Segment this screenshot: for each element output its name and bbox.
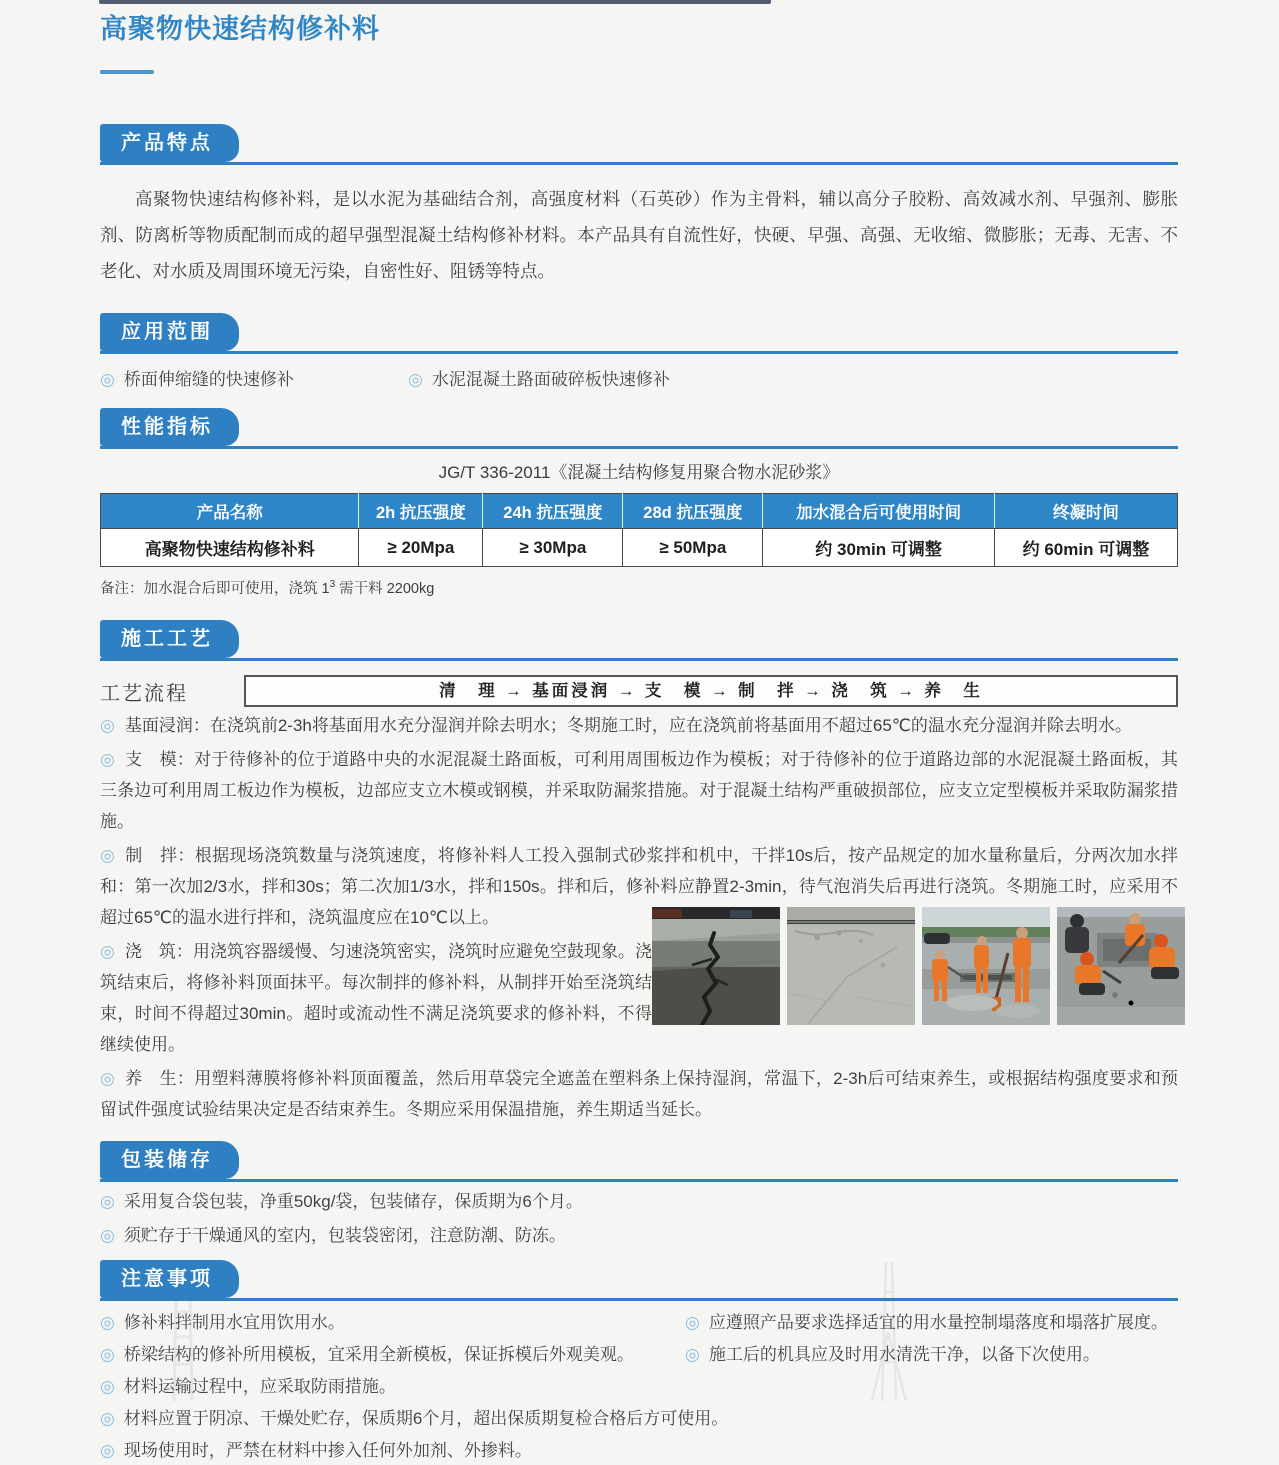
ring-bullet-icon: ◎ — [100, 1441, 115, 1460]
footnote-text: 备注：加水混合后即可使用，浇筑 1 — [100, 581, 330, 597]
ring-bullet-icon: ◎ — [100, 1409, 115, 1428]
photo-worn-concrete-surface — [787, 907, 915, 1025]
section-applications — [100, 313, 1178, 394]
table-footnote — [100, 577, 1178, 598]
application-item — [100, 366, 408, 394]
step-text: ：在浇筑前2-3h将基面用水充分湿润并除去明水；冬期施工时，应在浇筑前将基面用不超过65℃的温水充分湿润并除去明水。 — [192, 716, 1132, 735]
section-tab-performance: 性能指标 — [100, 408, 239, 446]
step-label: 浇 筑 — [124, 942, 176, 961]
ring-bullet-icon: ◎ — [100, 370, 115, 389]
note-item — [685, 1309, 1178, 1337]
section-notes — [100, 1260, 1178, 1465]
process-flow-row — [100, 675, 1178, 707]
watermark-bridge-tower-sketch — [862, 1262, 914, 1401]
process-step-wetting — [100, 710, 1178, 741]
section-performance — [100, 408, 1178, 598]
application-item-label: 桥面伸缩缝的快速修补 — [123, 370, 294, 389]
section-header-applications — [100, 313, 1178, 354]
ring-bullet-icon: ◎ — [100, 1192, 115, 1211]
table-cell-28d-strength: ≥ 50Mpa — [623, 529, 763, 567]
table-cell-2h-strength: ≥ 20Mpa — [359, 529, 483, 567]
column-header: 2h 抗压强度 — [359, 494, 483, 529]
ring-bullet-icon: ◎ — [100, 846, 116, 865]
standard-caption: JG/T 336-2011《混凝土结构修复用聚合物水泥砂浆》 — [438, 463, 840, 482]
table-row — [101, 529, 1178, 567]
note-item-text: 修补料拌制用水宜用饮用水。 — [123, 1313, 345, 1332]
features-paragraph: 高聚物快速结构修补料，是以水泥为基础结合剂，高强度材料（石英砂）作为主骨料，辅以高分子胶粉、高效减水剂、早强剂、膨胀剂、防离析等物质配制而成的超早强型混凝土结构修补材料。本产品具有自流性好，快硬、早强、高强、无收缩、微膨胀；无毒、无害、不老化、对水质及周围环境无污染，自密性好、阻锈等特点。 — [100, 189, 1178, 281]
packaging-item — [100, 1188, 1178, 1216]
page-title: 高聚物快速结构修补料 — [100, 14, 380, 44]
section-header-features — [100, 124, 1178, 165]
note-item-text: 材料应置于阴凉、干燥处贮存，保质期6个月，超出保质期复检合格后方可使用。 — [123, 1409, 729, 1428]
column-header: 产品名称 — [101, 494, 359, 529]
process-step-formwork — [100, 744, 1178, 837]
column-header: 28d 抗压强度 — [623, 494, 763, 529]
note-item-text: 桥梁结构的修补所用模板，宜采用全新模板，保证拆模后外观美观。 — [123, 1345, 634, 1364]
ring-bullet-icon: ◎ — [100, 942, 115, 961]
step-text: ：对于待修补的位于道路中央的水泥混凝土路面板，可利用周围板边作为模板；对于待修补的位于道路边部的水泥混凝土路面板，其三条边可利用周工板边作为模板，边部应支立木模或钢模，并采取防漏浆措施。对于混凝土结构严重破损部位，应支立定型模板并采取防漏浆措施。 — [100, 750, 1179, 831]
column-header: 加水混合后可使用时间 — [763, 494, 995, 529]
application-list — [100, 366, 1178, 394]
ring-bullet-icon: ◎ — [100, 750, 116, 769]
section-header-process — [100, 620, 1178, 661]
note-item — [100, 1373, 1178, 1401]
watermark-bridge-tower-sketch — [150, 1292, 214, 1401]
section-tab-process: 施工工艺 — [100, 620, 239, 658]
column-header: 终凝时间 — [994, 494, 1177, 529]
ring-bullet-icon: ◎ — [100, 716, 115, 735]
application-item-label: 水泥混凝土路面破碎板快速修补 — [431, 370, 670, 389]
table-header-row — [101, 494, 1178, 529]
ring-bullet-icon: ◎ — [100, 1226, 115, 1245]
ring-bullet-icon: ◎ — [100, 1377, 115, 1396]
note-item-text: 材料运输过程中，应采取防雨措施。 — [123, 1377, 396, 1396]
section-tab-notes: 注意事项 — [100, 1260, 239, 1298]
section-header-performance — [100, 408, 1178, 449]
ring-bullet-icon: ◎ — [408, 370, 423, 389]
ring-bullet-icon: ◎ — [100, 1069, 116, 1088]
process-pour-row — [100, 933, 1178, 1060]
notes-two-column-list — [100, 1309, 1178, 1369]
table-cell-usable-time: 约 30min 可调整 — [763, 529, 995, 567]
notes-full-width-list — [100, 1373, 1178, 1465]
ring-bullet-icon: ◎ — [685, 1345, 700, 1364]
note-item — [100, 1437, 1178, 1465]
step-label: 支 模 — [125, 750, 177, 769]
section-tab-packaging: 包装储存 — [100, 1141, 239, 1179]
section-process — [100, 620, 1178, 1125]
note-item-text: 现场使用时，严禁在材料中掺入任何外加剂、外掺料。 — [123, 1441, 532, 1460]
note-item — [100, 1405, 1178, 1433]
title-underline — [100, 70, 154, 74]
step-label: 养 生 — [125, 1069, 177, 1088]
packaging-item-text: 采用复合袋包装，净重50kg/袋，包装储存，保质期为6个月。 — [123, 1192, 583, 1211]
table-cell-24h-strength: ≥ 30Mpa — [483, 529, 623, 567]
section-features — [100, 124, 1178, 289]
step-label: 基面浸润 — [124, 716, 193, 735]
ring-bullet-icon: ◎ — [100, 1345, 115, 1364]
section-header-notes — [100, 1260, 1178, 1301]
step-text: ：根据现场浇筑数量与浇筑速度，将修补料人工投入强制式砂浆拌和机中，干拌10s后，按产品规定的加水量称量后，分两次加水拌和：第一次加2/3水，拌和30s；第二次加1/3水，拌和150s。拌和后，修补料应静置2-3min，待气泡消失后再进行浇筑。冬期施工时，应采用不超过65℃的温水进行拌和，浇筑温度应在10℃以上。 — [100, 846, 1178, 927]
section-tab-applications: 应用范围 — [100, 313, 239, 351]
photo-cracked-dark-pavement — [652, 907, 780, 1025]
table-cell-final-set: 约 60min 可调整 — [994, 529, 1177, 567]
step-label: 制 拌 — [125, 846, 178, 865]
section-packaging — [100, 1141, 1178, 1250]
packaging-item-text: 须贮存于干燥通风的室内，包装袋密闭，注意防潮、防冻。 — [123, 1226, 566, 1245]
ring-bullet-icon: ◎ — [685, 1313, 700, 1332]
footnote-text: 需干料 2200kg — [335, 581, 435, 597]
application-item — [408, 366, 670, 394]
process-step-pouring — [100, 936, 652, 1060]
footnote-superscript: 3 — [329, 579, 336, 591]
note-item — [685, 1341, 1178, 1369]
photo-road-joint-repair-crew — [922, 907, 1050, 1025]
flow-diagram-box: 清 理 → 基面浸润 → 支 模 → 制 拌 → 浇 筑 → 养 生 — [244, 675, 1178, 707]
photo-workers-patching-concrete — [1057, 907, 1185, 1025]
section-header-packaging — [100, 1141, 1178, 1182]
construction-photo-strip — [652, 907, 1185, 1025]
ring-bullet-icon: ◎ — [100, 1313, 115, 1332]
process-step-curing — [100, 1063, 1178, 1125]
table-cell-product-name: 高聚物快速结构修补料 — [101, 529, 359, 567]
column-header: 24h 抗压强度 — [483, 494, 623, 529]
note-item-text: 施工后的机具应及时用水清洗干净，以备下次使用。 — [708, 1345, 1100, 1364]
step-text: ：用塑料薄膜将修补料顶面覆盖，然后用草袋完全遮盖在塑料条上保持湿润，常温下，2-3h后可结束养生，或根据结构强度要求和预留试件强度试验结果决定是否结束养生。冬期应采用保温措施，养生期适当延长。 — [100, 1069, 1178, 1119]
performance-table — [100, 493, 1178, 567]
flow-label: 工艺流程 — [100, 682, 188, 705]
note-item-text: 应遵照产品要求选择适宜的用水量控制塌落度和塌落扩展度。 — [708, 1313, 1168, 1332]
step-text: ：用浇筑容器缓慢、匀速浇筑密实，浇筑时应避免空鼓现象。浇筑结束后，将修补料顶面抹平。每次制拌的修补料，从制拌开始至浇筑结束，时间不得超过30min。超时或流动性不满足浇筑要求的修补料，不得继续使用。 — [100, 942, 652, 1054]
packaging-item — [100, 1222, 1178, 1250]
section-tab-features: 产品特点 — [100, 124, 239, 162]
